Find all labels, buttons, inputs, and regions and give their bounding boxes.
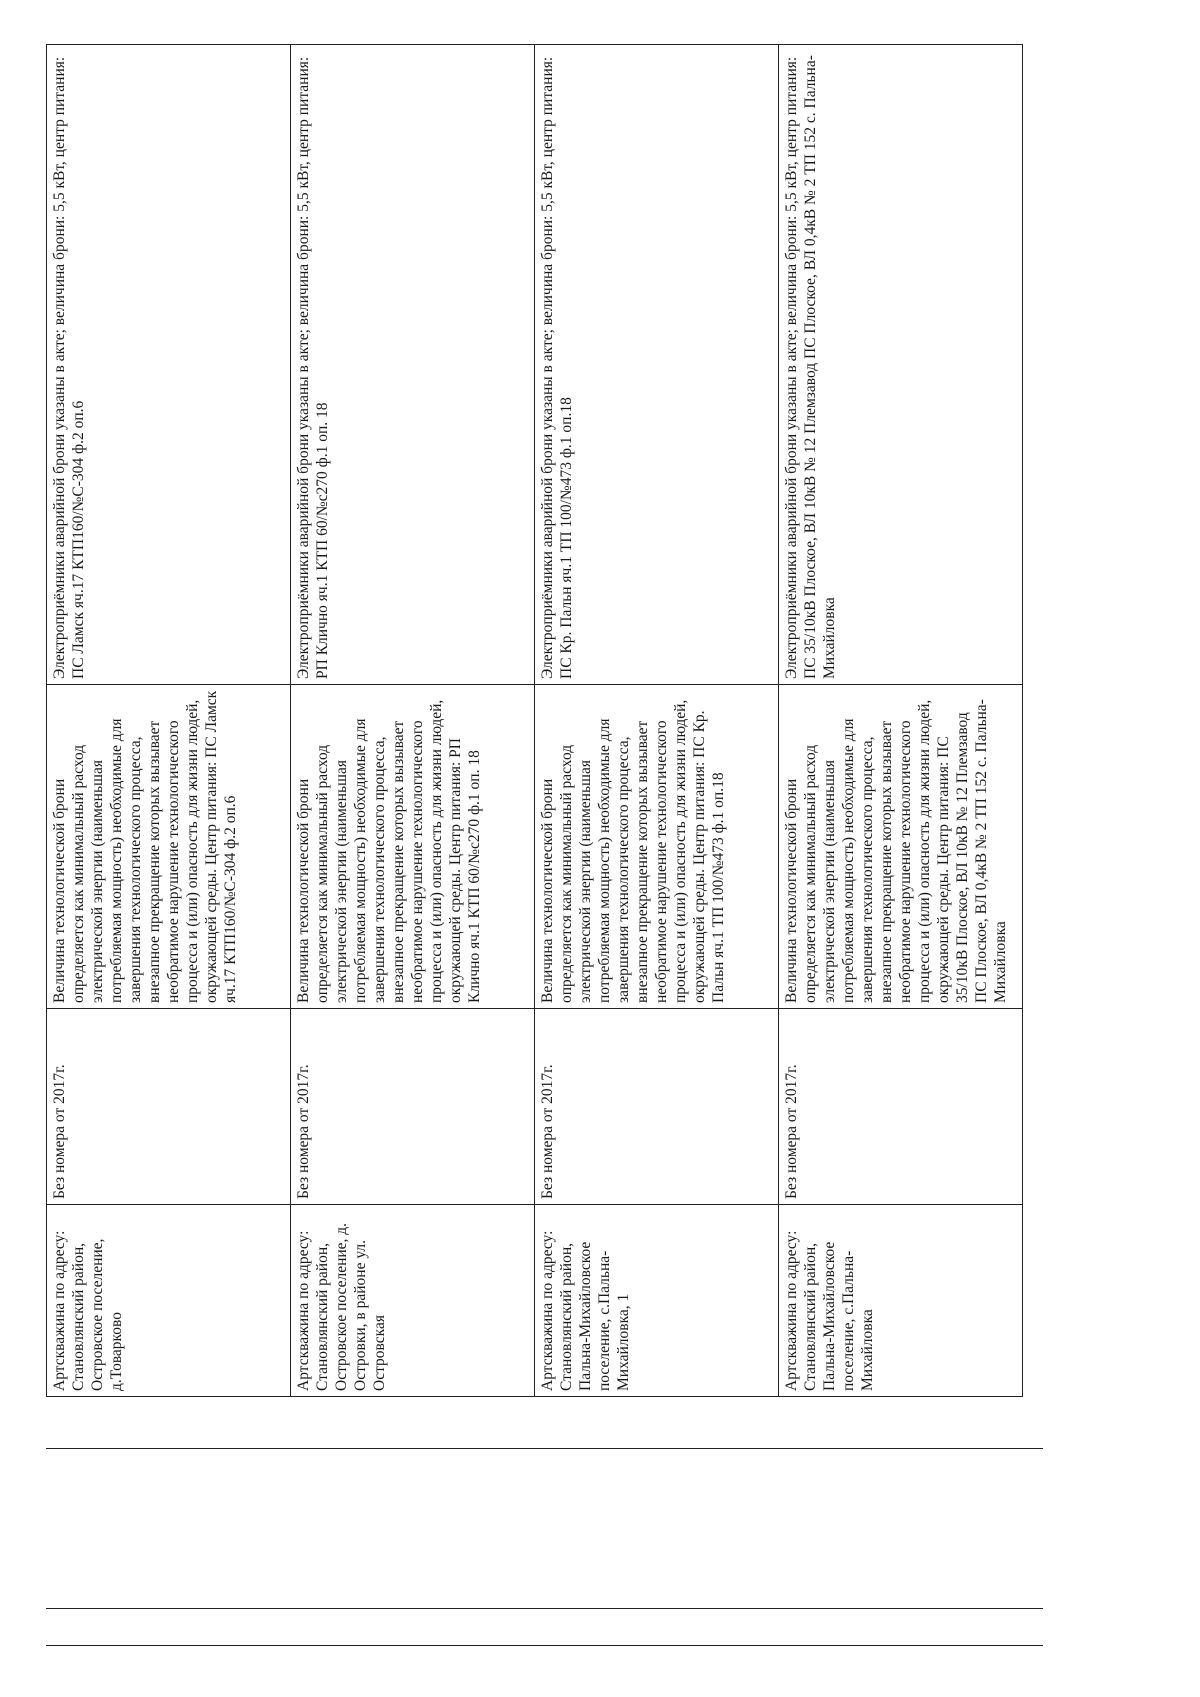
document-cell: Без номера от 2017г. xyxy=(779,1009,1023,1205)
emergency-reserve-cell: Электроприёмники аварийной брони указаны в акте; величина брони: 5,5 кВт, центр питания: ПС 35/10кВ Плоское, ВЛ 10кВ № 12 Племзавод ПС Плоское, ВЛ 0,4кВ № 2 ТП 152 с. Пальна-Михайловка xyxy=(779,45,1023,685)
rotated-table-area xyxy=(46,45,1022,1397)
horizontal-rule xyxy=(46,1608,1043,1609)
object-address-cell: Артскважина по адресу: Становлянский район, Пальна-Михайловское поселение, с.Пальна-Михайловка, 1 xyxy=(535,1205,779,1397)
object-address-cell: Артскважина по адресу: Становлянский район, Островское поселение, д. Островки, в районе ул. Островская xyxy=(291,1205,535,1397)
tech-reserve-cell: Величина технологической брони определяется как минимальный расход электрической энергии (наименьшая потребляемая мощность) необходимые для завершения технологического процесса, внезапное прекращение которых вызывает необратимое нарушение технологического процесса и (или) опасность для жизни людей, окружающей среды. Центр питания: ПС Ламск яч.17 КТП160/№С-304 ф.2 оп.6 xyxy=(47,685,291,1009)
document-cell: Без номера от 2017г. xyxy=(535,1009,779,1205)
reserve-table xyxy=(46,44,1023,1397)
table-row xyxy=(779,45,1023,1397)
document-cell: Без номера от 2017г. xyxy=(47,1009,291,1205)
table-row xyxy=(291,45,535,1397)
table-row xyxy=(535,45,779,1397)
document-cell: Без номера от 2017г. xyxy=(291,1009,535,1205)
tech-reserve-cell: Величина технологической брони определяется как минимальный расход электрической энергии (наименьшая потребляемая мощность) необходимые для завершения технологического процесса, внезапное прекращение которых вызывает необратимое нарушение технологического процесса и (или) опасность для жизни людей, окружающей среды. Центр питания: ПС 35/10кВ Плоское, ВЛ 10кВ № 12 Племзавод ПС Плоское, ВЛ 0,4кВ № 2 ТП 152 с. Пальна-Михайловка xyxy=(779,685,1023,1009)
horizontal-rule xyxy=(46,1448,1043,1449)
table-row xyxy=(47,45,291,1397)
tech-reserve-cell: Величина технологической брони определяется как минимальный расход электрической энергии (наименьшая потребляемая мощность) необходимые для завершения технологического процесса, внезапное прекращение которых вызывает необратимое нарушение технологического процесса и (или) опасность для жизни людей, окружающей среды. Центр питания: РП Клично яч.1 КТП 60/№с270 ф.1 оп. 18 xyxy=(291,685,535,1009)
object-address-cell: Артскважина по адресу: Становлянский район, Пальна-Михайловское поселение, с.Пальна-Михайловка xyxy=(779,1205,1023,1397)
object-address-cell: Артскважина по адресу: Становлянский район, Островское поселение, д.Товарково xyxy=(47,1205,291,1397)
emergency-reserve-cell: Электроприёмники аварийной брони указаны в акте; величина брони: 5,5 кВт, центр питания: ПС Ламск яч.17 КТП160/№С-304 ф.2 оп.6 xyxy=(47,45,291,685)
emergency-reserve-cell: Электроприёмники аварийной брони указаны в акте; величина брони: 5,5 кВт, центр питания: ПС Кр. Пальн яч.1 ТП 100/№473 ф.1 оп.18 xyxy=(535,45,779,685)
tech-reserve-cell: Величина технологической брони определяется как минимальный расход электрической энергии (наименьшая потребляемая мощность) необходимые для завершения технологического процесса, внезапное прекращение которых вызывает необратимое нарушение технологического процесса и (или) опасность для жизни людей, окружающей среды. Центр питания: ПС Кр. Пальн яч.1 ТП 100/№473 ф.1 оп.18 xyxy=(535,685,779,1009)
emergency-reserve-cell: Электроприёмники аварийной брони указаны в акте; величина брони: 5,5 кВт, центр питания: РП Клично яч.1 КТП 60/№с270 ф.1 оп. 18 xyxy=(291,45,535,685)
horizontal-rule xyxy=(46,1645,1043,1646)
landscape-page xyxy=(46,45,1022,1397)
